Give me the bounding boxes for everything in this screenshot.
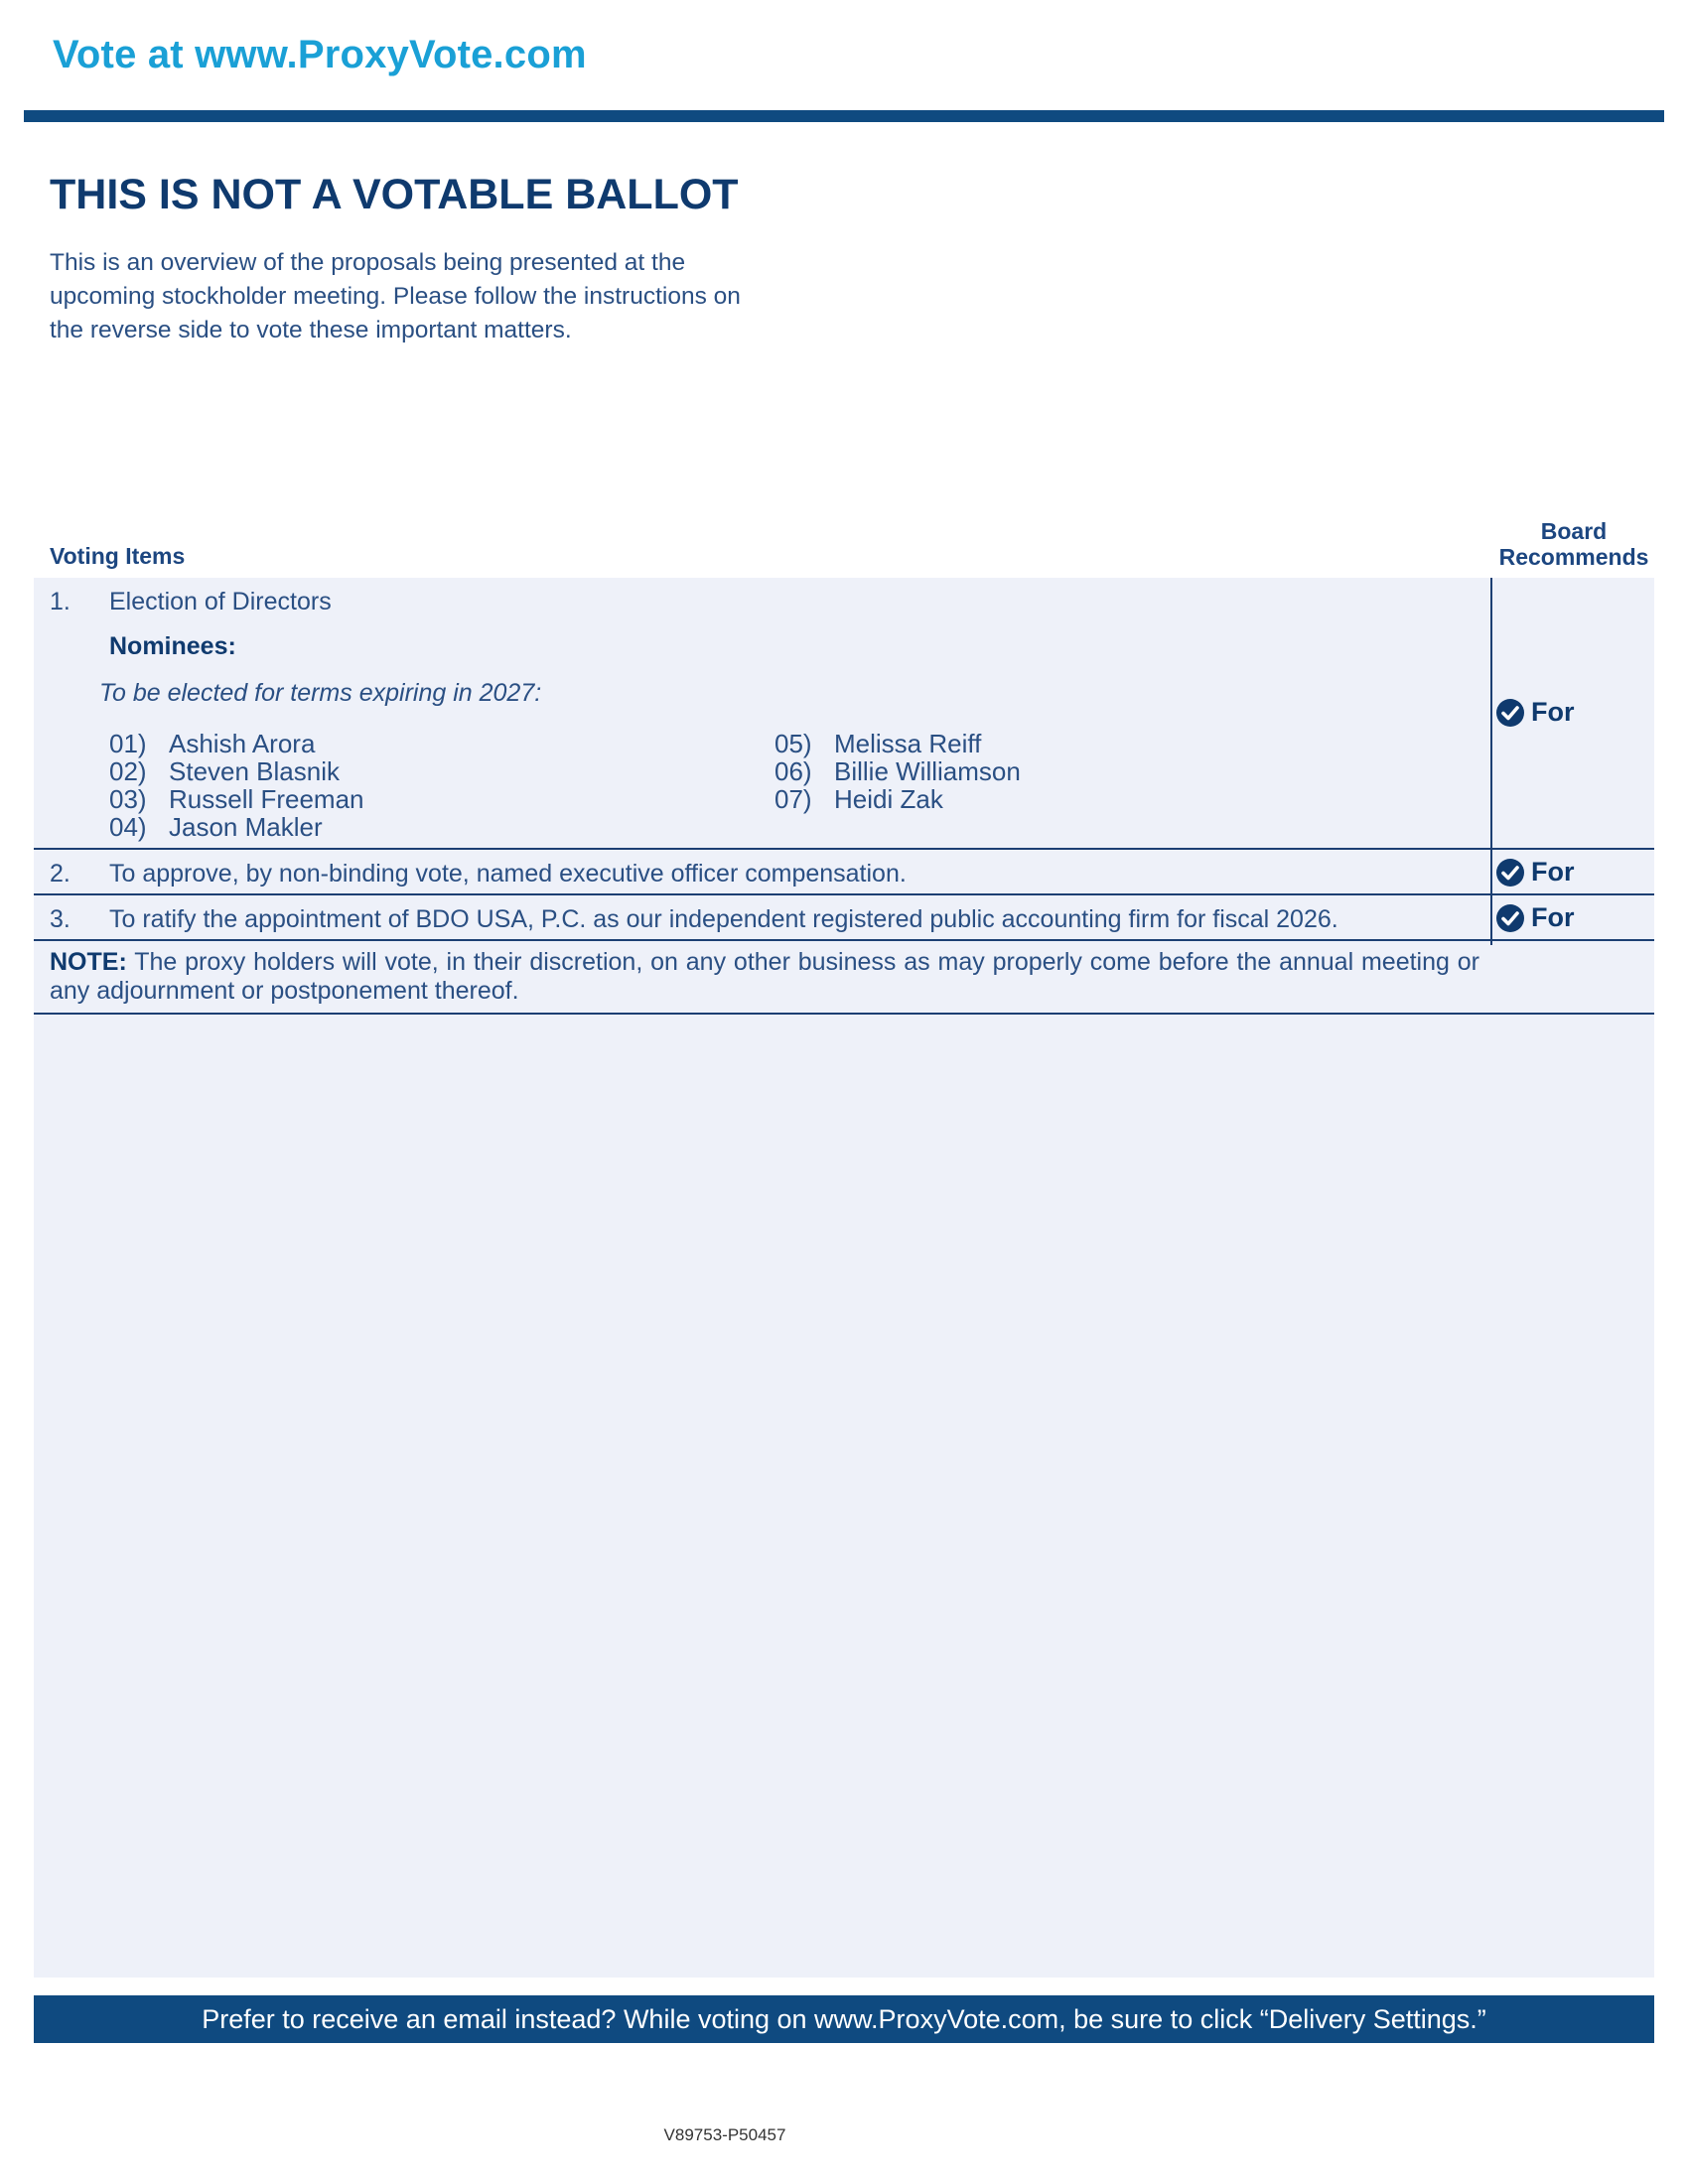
nominee-number: 05) — [774, 729, 812, 758]
intro-paragraph — [50, 246, 844, 347]
recommendation-label: For — [1531, 902, 1575, 932]
row-divider — [34, 893, 1654, 895]
nominee-number: 06) — [774, 756, 812, 786]
intro-line: upcoming stockholder meeting. Please follow the instructions on — [50, 283, 741, 310]
nominee-name: Billie Williamson — [834, 756, 1021, 786]
term-note: To be elected for terms expiring in 2027: — [99, 679, 542, 707]
nominees-label: Nominees: — [109, 632, 236, 660]
item-text: To approve, by non-binding vote, named executive officer compensation. — [109, 860, 907, 887]
nominee-name: Russell Freeman — [169, 784, 364, 814]
delivery-settings-text: Prefer to receive an email instead? While voting on www.ProxyVote.com, be sure to click “Delivery Settings.” — [202, 2003, 1486, 2034]
recommendation-label: For — [1531, 697, 1575, 727]
row-divider — [34, 848, 1654, 850]
nominee — [774, 730, 981, 757]
nominee-name: Steven Blasnik — [169, 756, 340, 786]
recommendation-for — [1495, 697, 1575, 728]
nominee-number: 01) — [109, 729, 147, 758]
note-divider — [34, 1013, 1654, 1015]
nominee-number: 07) — [774, 784, 812, 814]
item-number: 2. — [50, 860, 70, 887]
recommendation-label: For — [1531, 857, 1575, 887]
nominee — [109, 785, 364, 813]
check-circle-icon — [1495, 858, 1525, 887]
nominee-name: Melissa Reiff — [834, 729, 982, 758]
header-divider — [24, 110, 1664, 122]
nominee-name: Jason Makler — [169, 812, 323, 842]
nominee — [109, 757, 340, 785]
nominee — [109, 730, 315, 757]
item-text: Election of Directors — [109, 588, 332, 615]
page-title: THIS IS NOT A VOTABLE BALLOT — [50, 171, 739, 218]
recommendation-for — [1495, 902, 1575, 933]
note-text: The proxy holders will vote, in their discretion, on any other business as may properly come before the annual meeting or any adjournment or postponement thereof. — [50, 948, 1479, 1005]
recommendation-column-divider — [1490, 578, 1492, 945]
nominee-number: 02) — [109, 756, 147, 786]
item-number: 1. — [50, 588, 70, 615]
item-number: 3. — [50, 905, 70, 933]
nominee-number: 03) — [109, 784, 147, 814]
voting-items-header: Voting Items — [50, 543, 186, 569]
note-paragraph — [50, 948, 1479, 1006]
nominee — [774, 757, 1021, 785]
vote-link-heading[interactable]: Vote at www.ProxyVote.com — [53, 33, 587, 76]
row-divider — [34, 939, 1654, 941]
nominee-number: 04) — [109, 812, 147, 842]
board-header-line: Board — [1540, 518, 1608, 544]
note-label: NOTE: — [50, 948, 127, 976]
nominee — [774, 785, 943, 813]
recommendation-for — [1495, 857, 1575, 887]
intro-line: This is an overview of the proposals being presented at the — [50, 249, 686, 276]
board-recommends-header — [1489, 518, 1658, 570]
check-circle-icon — [1495, 903, 1525, 933]
document-code: V89753-P50457 — [663, 2125, 786, 2144]
board-header-line: Recommends — [1498, 544, 1649, 570]
check-circle-icon — [1495, 698, 1525, 728]
nominee-name: Ashish Arora — [169, 729, 316, 758]
item-text: To ratify the appointment of BDO USA, P.C. as our independent registered public accounting firm for fiscal 2026. — [109, 905, 1338, 933]
nominee — [109, 813, 323, 841]
nominee-name: Heidi Zak — [834, 784, 943, 814]
intro-line: the reverse side to vote these important matters. — [50, 317, 572, 343]
delivery-settings-banner — [34, 1995, 1654, 2043]
